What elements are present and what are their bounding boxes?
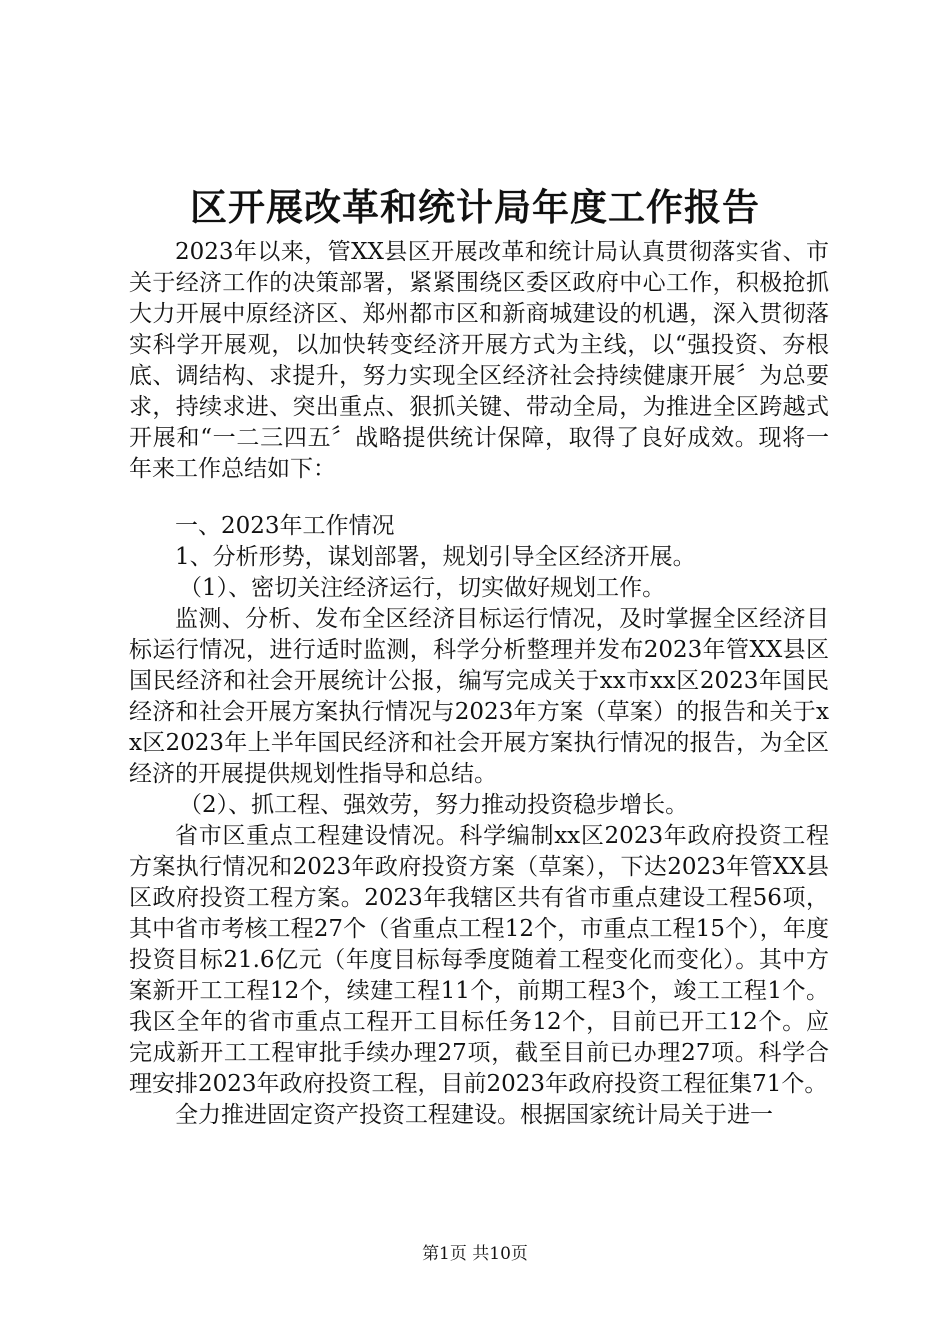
intro-paragraph: 2023年以来，管XX县区开展改革和统计局认真贯彻落实省、市关于经济工作的决策部署，紧紧围绕区委区政府中心工作，积极抢抓大力开展中原经济区、郑州都市区和新商城建设的机遇，深入贯彻落实科学开展观，以加快转变经济开展方式为主线，以“强投资、夯根底、调结构、求提升，努力实现全区经济社会持续健康开展〞为总要求，持续求进、突出重点、狠抓关键、带动全局，为推进全区跨越式开展和“一二三四五〞战略提供统计保障，取得了良好成效。现将一年来工作总结如下：: [129, 239, 829, 482]
section-heading: 一、2023年工作情况: [175, 513, 395, 539]
page-footer: 第1页 共10页: [422, 1244, 528, 1264]
item1-sub1-heading: （1）、密切关注经济运行，切实做好规划工作。: [179, 575, 666, 601]
item1-heading: 1、分析形势，谋划部署，规划引导全区经济开展。: [175, 544, 696, 570]
document-title: 区开展改革和统计局年度工作报告: [190, 185, 760, 229]
item1-sub1-body: 监测、分析、发布全区经济目标运行情况，及时掌握全区经济目标运行情况，进行适时监测，科学分析整理并发布2023年管XX县区国民经济和社会开展统计公报，编写完成关于xx市xx区2023年国民经济和社会开展方案执行情况与2023年方案（草案）的报告和关于xx区2023年上半年国民经济和社会开展方案执行情况的报告，为全区经济的开展提供规划性指导和总结。: [129, 606, 830, 787]
item1-sub3-body: 全力推进固定资产投资工程建设。根据国家统计局关于进一: [175, 1102, 773, 1128]
item1-sub2-body: 省市区重点工程建设情况。科学编制xx区2023年政府投资工程方案执行情况和2023年政府投资方案（草案），下达2023年管XX县区政府投资工程方案。2023年我辖区共有省市重点建设工程56项，其中省市考核工程27个（省重点工程12个，市重点工程15个），年度投资目标21.6亿元（年度目标每季度随着工程变化而变化）。其中方案新开工工程12个，续建工程11个，前期工程3个，竣工工程1个。我区全年的省市重点工程开工目标任务12个，目前已开工12个。应完成新开工工程审批手续办理27项，截至目前已办理27项。科学合理安排2023年政府投资工程，目前2023年政府投资工程征集71个。: [129, 823, 829, 1097]
section-work-status: [129, 511, 829, 1131]
item1-sub2-heading: （2）、抓工程、强效劳，努力推动投资稳步增长。: [179, 792, 689, 818]
